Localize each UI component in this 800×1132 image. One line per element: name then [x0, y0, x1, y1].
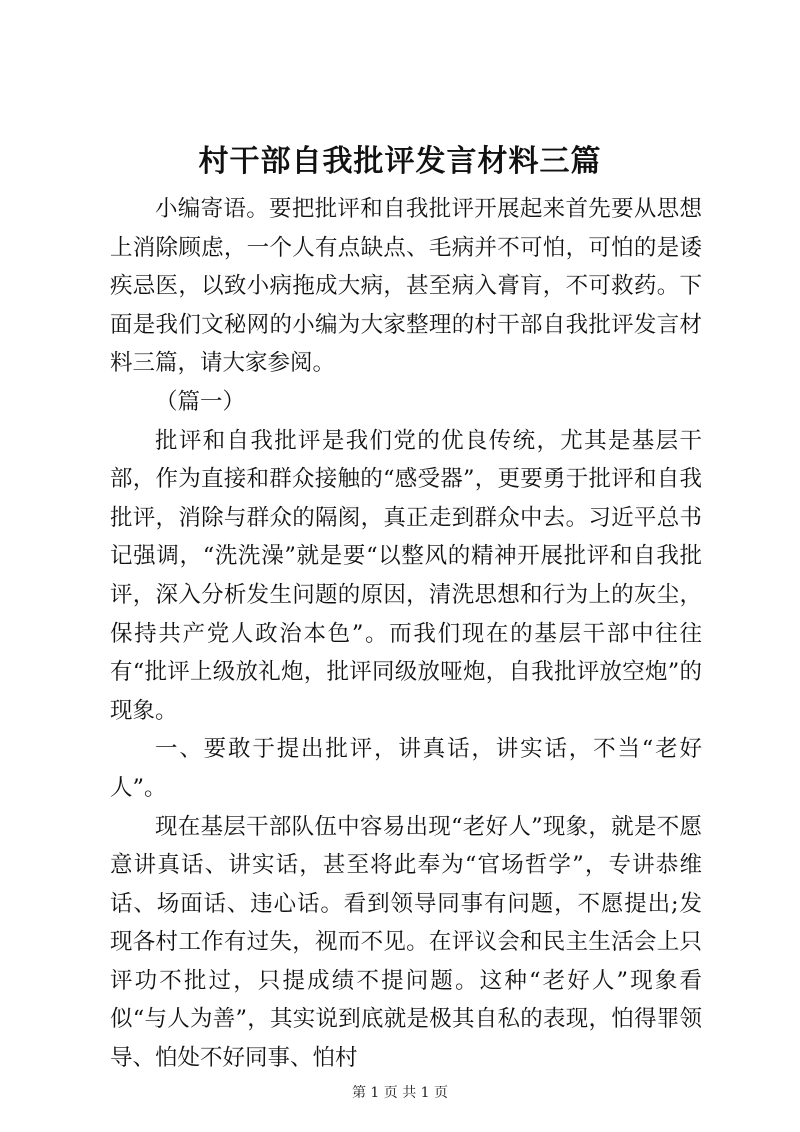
document-body: [110, 190, 702, 1078]
page-footer: 第 1 页 共 1 页: [351, 1085, 449, 1101]
body-paragraph: 现在基层干部队伍中容易出现“老好人”现象，就是不愿意讲真话、讲实话，甚至将此奉为“官场哲学”，专讲恭维话、场面话、违心话。看到领导同事有问题，不愿提出;发现各村工作有过失，视而不见。在评议会和民主生活会上只评功不批过，只提成绩不提问题。这种“老好人”现象看似“与人为善”，其实说到底就是极其自私的表现，怕得罪领导、怕处不好同事、怕村: [110, 813, 702, 1072]
point-heading-one: 一、要敢于提出批评，讲真话，讲实话，不当“老好人”。: [110, 736, 702, 801]
intro-paragraph: 小编寄语。要把批评和自我批评开展起来首先要从思想上消除顾虑，一个人有点缺点、毛病并不可怕，可怕的是诿疾忌医，以致小病拖成大病，甚至病入膏肓，不可救药。下面是我们文秘网的小编为大家整理的村干部自我批评发言材料三篇，请大家参阅。: [110, 196, 702, 377]
document-title: 村干部自我批评发言材料三篇: [198, 144, 602, 179]
section-heading-part-one: （篇一）: [155, 388, 246, 415]
body-paragraph: 批评和自我批评是我们党的优良传统，尤其是基层干部，作为直接和群众接触的“感受器”，更要勇于批评和自我批评，消除与群众的隔阂，真正走到群众中去。习近平总书记强调，“洗洗澡”就是要“以整风的精神开展批评和自我批评，深入分析发生问题的原因，清洗思想和行为上的灰尘，保持共产党人政治本色”。而我们现在的基层干部中往往有“批评上级放礼炮，批评同级放哑炮，自我批评放空炮”的现象。: [110, 427, 702, 724]
